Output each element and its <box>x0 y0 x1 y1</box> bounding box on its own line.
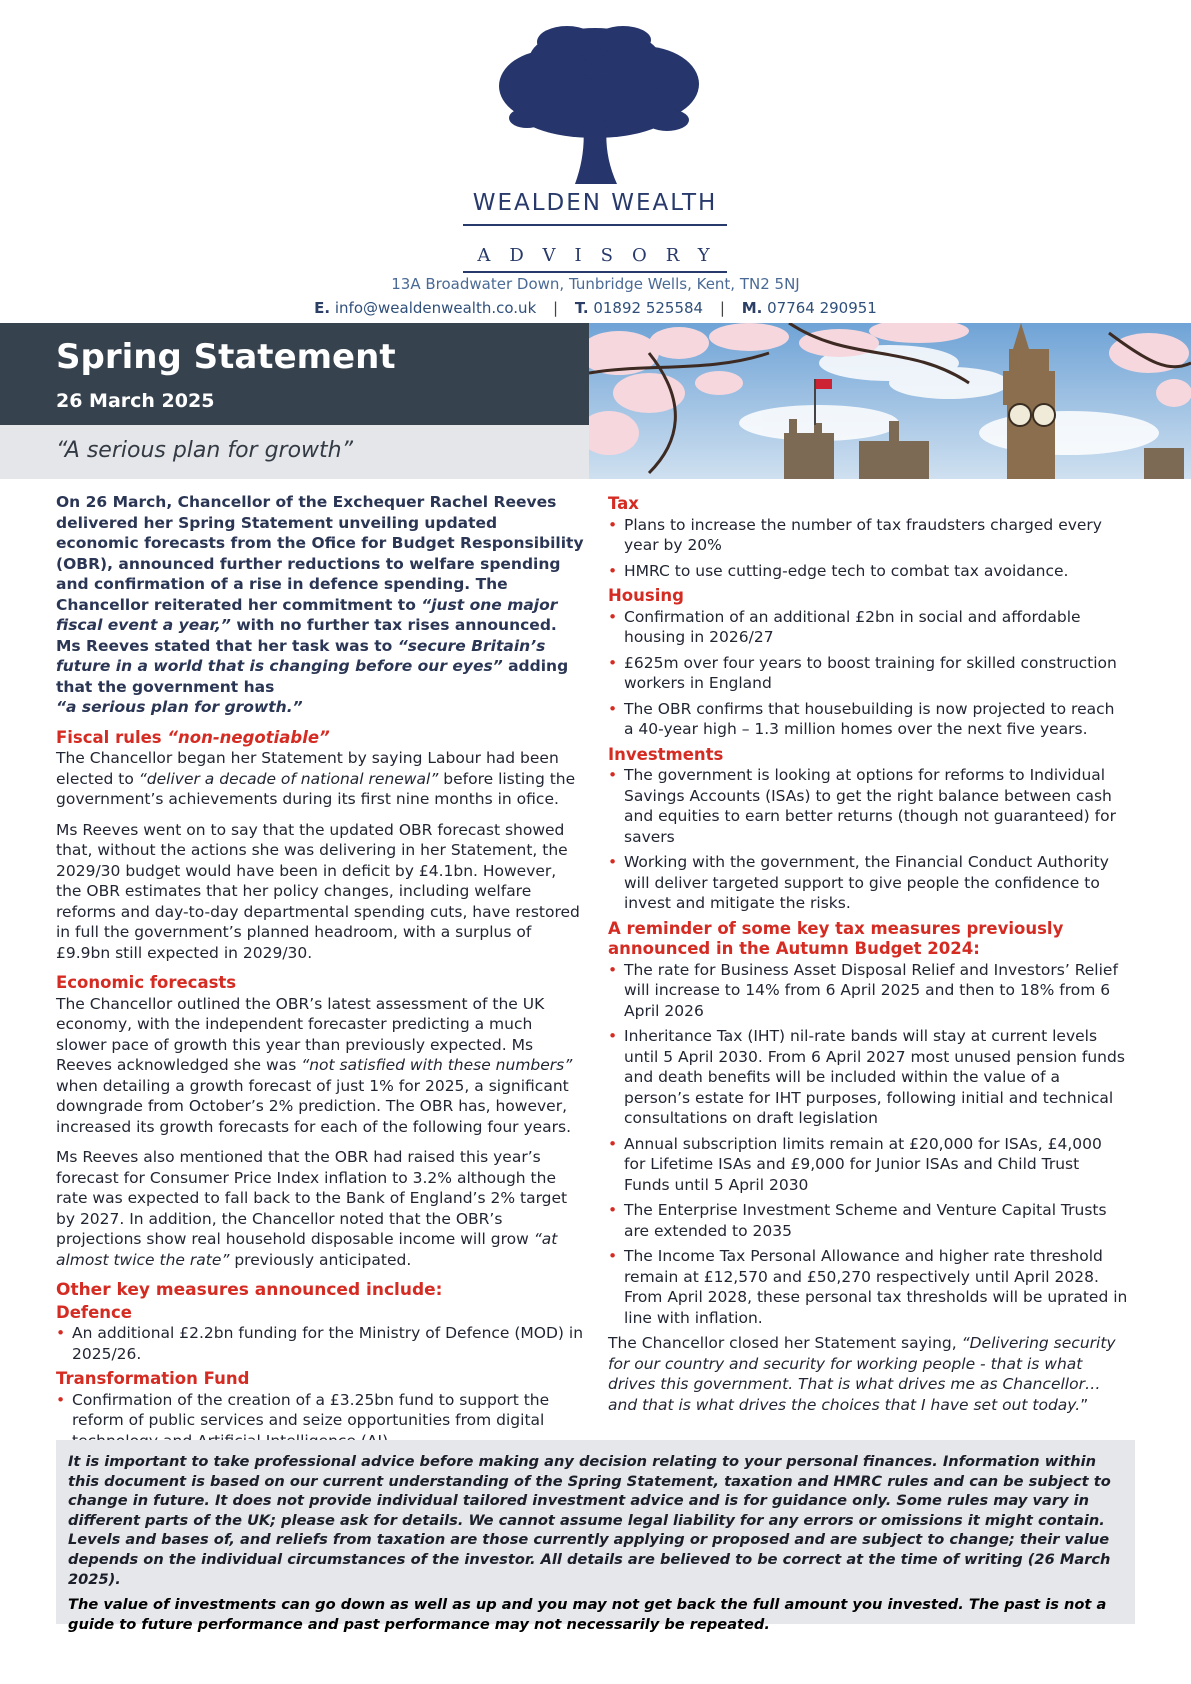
fiscal-paragraph: Ms Reeves went on to say that the updated OBR forecast showed that, without the actions she was delivering in her Statement, the 2029/30 budget would have been in deficit by £4.1bn. However, the OBR estimates that her policy changes, including welfare reforms and day-to-day departmental spending cuts, have restored in full the government’s planned headroom, with a surplus of £9.9bn still expected in 2029/30. <box>56 820 580 962</box>
intro-text: On 26 March, Chancellor of the Exchequer Rachel Reeves delivered her Spring Statement unveiling updated economic forecasts from the Ofice for Budget Responsibility (OBR), announced further reductions to welfare spending and confirmation of a rise in defence spending. The Chancellor reiterated her commitment to <box>56 493 584 614</box>
company-address: 13A Broadwater Down, Tunbridge Wells, Kent, TN2 5NJ <box>391 275 800 293</box>
disclaimer-text: It is important to take professional advice before making any decision relating to your personal finances. Information within this document is based on our current understanding of the Spring Statement, taxation and HMRC rules and can be subject to change in future. It does not provide individual tailored investment advice and is for guidance only. Some rules may vary in different parts of the UK; please ask for details. We cannot assume legal liability for any errors or omissions it might contain. Levels and bases of, and reliefs from taxation are those currently applying or proposed and are subject to change; their value depends on the individual circumstances of the investor. All details are believed to be correct at the time of writing (26 March 2025). <box>68 1453 1111 1588</box>
body-text: previously anticipated. <box>229 1250 412 1269</box>
page-date: 26 March 2025 <box>56 390 215 412</box>
investments-list <box>608 765 1128 914</box>
heading-investments: Investments <box>608 744 724 764</box>
list-item: • The Income Tax Personal Allowance and higher rate threshold remain at £12,570 and £50,270 respectively until April 2028. From April 2028, these personal tax thresholds will be uprated in line with inflation. <box>608 1246 1128 1328</box>
heading-tax: Tax <box>608 494 639 513</box>
tagline-quote: “A serious plan for growth” <box>56 438 354 463</box>
separator: | <box>553 299 559 317</box>
email-link[interactable]: info@wealdenwealth.co.uk <box>334 299 537 317</box>
intro-quote: “a serious plan for growth.” <box>56 698 303 716</box>
closing-paragraph <box>608 1333 1128 1415</box>
list-item: • The government is looking at options for reforms to Individual Savings Accounts (ISAs) to get the right balance between cash and equities to earn better returns (though not guaranteed) for savers <box>608 765 1128 847</box>
heading-quote: “non-negotiable” <box>167 727 330 747</box>
housing-list <box>608 607 1128 740</box>
body-text: ” <box>1080 1395 1089 1414</box>
list-item: • Working with the government, the Financial Conduct Authority will deliver targeted support to give people the confidence to invest and mitigate the risks. <box>608 852 1128 914</box>
body-text: Ms Reeves also mentioned that the OBR had raised this year’s forecast for Consumer Price Index inflation to 3.2% although the rate was expected to fall back to the Bank of England’s 2% target by 2027. In addition, the Chancellor noted that the OBR’s projections show real household disposable income will grow <box>56 1148 568 1248</box>
heading-other-measures: Other key measures announced include: <box>56 1280 443 1300</box>
right-column <box>608 492 1128 1415</box>
tax-list <box>608 515 1128 582</box>
reminder-list <box>608 960 1128 1329</box>
intro-text: adding that the government has <box>56 657 569 696</box>
list-item: • £625m over four years to boost training for skilled construction workers in England <box>608 653 1128 694</box>
body-text: The Chancellor began her Statement by saying Labour had been elected to <box>56 749 559 788</box>
body-text: The Chancellor outlined the OBR’s latest assessment of the UK economy, with the independent forecaster predicting a much slower pace of growth this year than previously expected. Ms Reeves acknowledged she was <box>56 994 545 1074</box>
logo-divider <box>463 224 727 226</box>
heading-economic-forecasts: Economic forecasts <box>56 973 237 992</box>
heading-text: Fiscal rules <box>56 727 168 747</box>
logo-divider <box>463 271 727 273</box>
defence-list <box>56 1323 584 1364</box>
list-item: • Confirmation of an additional £2bn in social and affordable housing in 2026/27 <box>608 607 1128 648</box>
disclaimer-box <box>56 1440 1135 1633</box>
list-item: • The rate for Business Asset Disposal Relief and Investors’ Relief will increase to 14% from 6 April 2025 and then to 18% from 6 April 2026 <box>608 960 1128 1022</box>
heading-defence: Defence <box>56 1302 132 1322</box>
intro-quote: “secure Britain’s future in a world that is changing before our eyes” <box>56 636 546 675</box>
body-text: when detailing a growth forecast of just 1% for 2025, a significant downgrade from October’s 2% prediction. The OBR has, however, increased its growth forecasts for each of the following four years. <box>56 1076 572 1136</box>
body-text: before listing the government’s achievements during its first nine months in ofice. <box>56 769 576 808</box>
heading-housing: Housing <box>608 586 684 605</box>
intro-quote: “just one major fiscal event a year,” <box>56 595 558 634</box>
big-ben-cherry-blossom-photo <box>589 323 1191 479</box>
risk-warning: The value of investments can go down as well as up and you may not get back the full amount you invested. The past is not a guide to future performance and past performance may not necessarily be repeated. <box>68 1596 1107 1633</box>
company-logo <box>455 22 735 266</box>
economic-paragraph <box>56 994 584 1138</box>
body-text: The Chancellor closed her Statement saying, <box>608 1334 962 1352</box>
heading-fiscal-rules <box>56 728 584 749</box>
economic-paragraph <box>56 1147 584 1270</box>
body-quote: “Delivering security for our country and security for working people - that is what drives this government. That is what drives me as Chancellor… and that is what drives the choices that I have set out today. <box>608 1334 1116 1414</box>
contact-line <box>0 299 1191 317</box>
body-quote: “deliver a decade of national renewal” <box>138 769 439 788</box>
list-item: • Annual subscription limits remain at £20,000 for ISAs, £4,000 for Lifetime ISAs and £9,000 for Junior ISAs and Child Trust Funds until 5 April 2030 <box>608 1134 1128 1196</box>
list-item: • Plans to increase the number of tax fraudsters charged every year by 20% <box>608 515 1128 556</box>
list-item: • The OBR confirms that housebuilding is now projected to reach a 40-year high – 1.3 million homes over the next five years. <box>608 699 1128 740</box>
list-item: • An additional £2.2bn funding for the Ministry of Defence (MOD) in 2025/26. <box>56 1323 584 1364</box>
phone-label: T. <box>574 299 589 317</box>
fiscal-paragraph <box>56 748 584 810</box>
phone-number: 01892 525584 <box>593 299 704 317</box>
email-label: E. <box>314 299 331 317</box>
list-item: • Confirmation of the creation of a £3.25bn fund to support the reform of public services and seize opportunities from digital <box>56 1390 584 1452</box>
list-item: • HMRC to use cutting-edge tech to combat tax avoidance. <box>608 561 1128 582</box>
intro-paragraph <box>56 492 584 718</box>
heading-reminder: A reminder of some key tax measures previously announced in the Autumn Budget 2024: <box>608 918 1064 958</box>
mobile-number: 07764 290951 <box>767 299 877 317</box>
heading-transformation-fund: Transformation Fund <box>56 1369 250 1388</box>
page-title: Spring Statement <box>56 337 396 377</box>
body-quote: “at almost twice the rate” <box>56 1230 558 1269</box>
body-quote: “not satisfied with these numbers” <box>301 1056 573 1074</box>
list-item: • Inheritance Tax (IHT) nil-rate bands will stay at current levels until 5 April 2030. From 6 April 2027 most unused pension funds and death benefits will be included within the value of a person’s estate for IHT purposes, following initial and technical consultations on draft legislation <box>608 1026 1128 1129</box>
oak-tree-icon <box>455 22 735 190</box>
brand-name: WEALDEN WEALTH <box>472 190 718 216</box>
intro-text: with no further tax rises announced. Ms Reeves stated that her task was to <box>56 616 557 655</box>
list-item: • The Enterprise Investment Scheme and Venture Capital Trusts are extended to 2035 <box>608 1200 1128 1241</box>
mobile-label: M. <box>741 299 763 317</box>
left-column <box>56 492 584 1456</box>
brand-subtitle: ADVISORY <box>477 245 729 266</box>
separator: | <box>719 299 725 317</box>
